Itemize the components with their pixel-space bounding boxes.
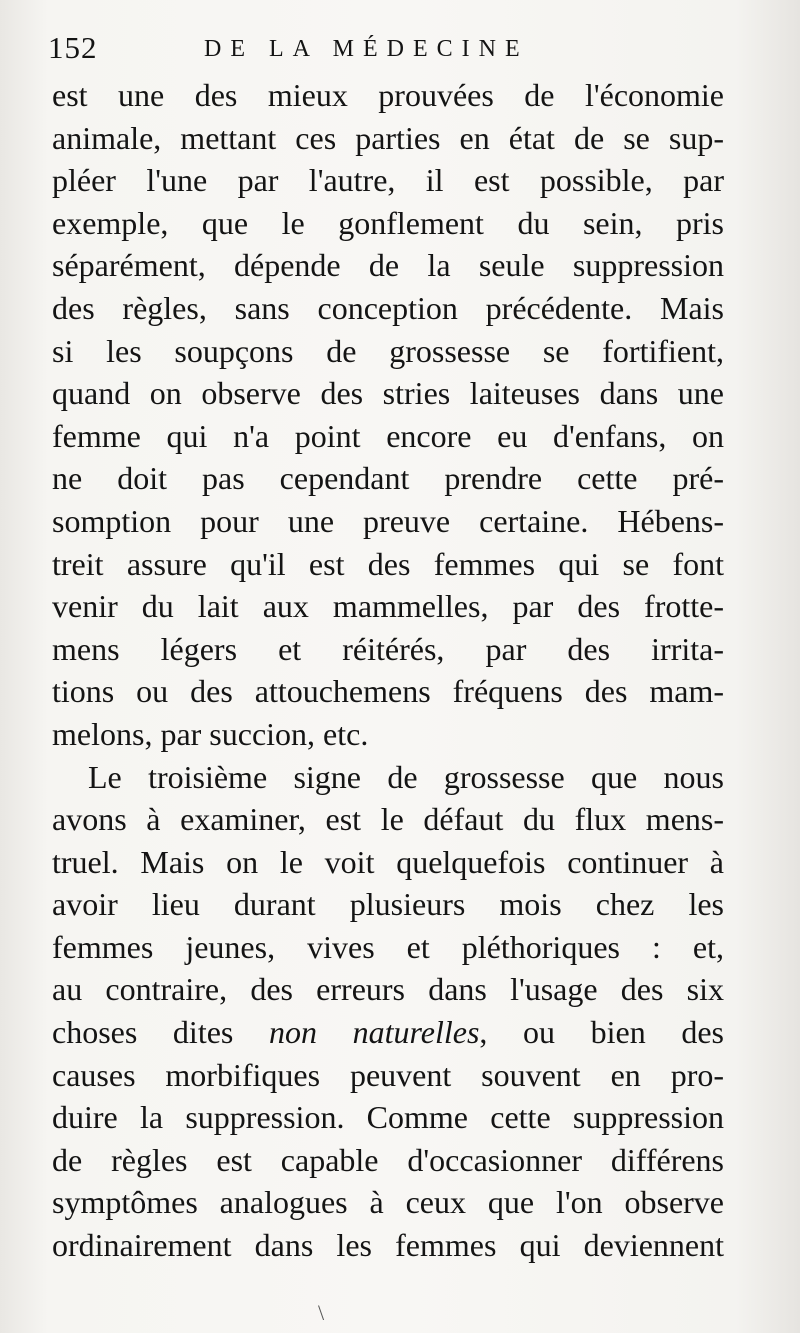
text-line: séparément, dépende de la seule suppression bbox=[52, 247, 724, 284]
text-line: somption pour une preuve certaine. Hébens- bbox=[52, 502, 724, 539]
text-line-italic bbox=[52, 1011, 724, 1054]
text-line: animale, mettant ces parties en état de se sup- bbox=[52, 119, 724, 156]
text-line: truel. Mais on le voit quelquefois continuer à bbox=[52, 843, 724, 880]
text-line: quand on observe des stries laiteuses dans une bbox=[52, 375, 724, 412]
text-line: si les soupçons de grossesse se fortifient, bbox=[52, 332, 724, 369]
text-segment: , ou bien des bbox=[479, 1014, 725, 1051]
text-segment: choses dites bbox=[52, 1014, 269, 1051]
text-line: tions ou des attouchemens fréquens des mam- bbox=[52, 673, 724, 710]
text-line: mens légers et réitérés, par des irrita- bbox=[52, 630, 724, 667]
body-text bbox=[52, 74, 724, 1267]
text-line: symptômes analogues à ceux que l'on observe bbox=[52, 1184, 724, 1221]
page-number: 152 bbox=[48, 30, 98, 65]
running-head: DE LA MÉDECINE bbox=[204, 36, 529, 62]
text-line: est une des mieux prouvées de l'économie bbox=[52, 77, 724, 113]
text-line: au contraire, des erreurs dans l'usage des six bbox=[52, 971, 724, 1008]
italic-phrase: non naturelles bbox=[268, 1014, 480, 1051]
text-line: de règles est capable d'occasionner différens bbox=[52, 1141, 724, 1178]
text-line: avons à examiner, est le défaut du flux mens- bbox=[52, 801, 724, 838]
text-line: duire la suppression. Comme cette suppression bbox=[52, 1099, 724, 1136]
text-line: femmes jeunes, vives et pléthoriques : et, bbox=[52, 928, 724, 965]
text-line: avoir lieu durant plusieurs mois chez les bbox=[52, 886, 724, 923]
page-header bbox=[44, 30, 744, 70]
text-line: Le troisième signe de grossesse que nous bbox=[88, 758, 724, 795]
text-line: treit assure qu'il est des femmes qui se font bbox=[52, 545, 724, 582]
text-line: melons, par succion, etc. bbox=[52, 715, 369, 752]
text-line: ordinairement dans les femmes qui deviennent bbox=[52, 1227, 724, 1264]
text-line: causes morbifiques peuvent souvent en pro- bbox=[52, 1056, 724, 1093]
text-line: ne doit pas cependant prendre cette pré- bbox=[52, 460, 724, 497]
text-line: venir du lait aux mammelles, par des frotte- bbox=[52, 588, 724, 625]
footer-mark: \ bbox=[318, 1300, 325, 1325]
text-line: femme qui n'a point encore eu d'enfans, on bbox=[52, 417, 724, 454]
text-line: pléer l'une par l'autre, il est possible, par bbox=[52, 162, 724, 199]
text-line: exemple, que le gonflement du sein, pris bbox=[52, 204, 724, 241]
text-line: des règles, sans conception précédente. Mais bbox=[52, 289, 724, 326]
